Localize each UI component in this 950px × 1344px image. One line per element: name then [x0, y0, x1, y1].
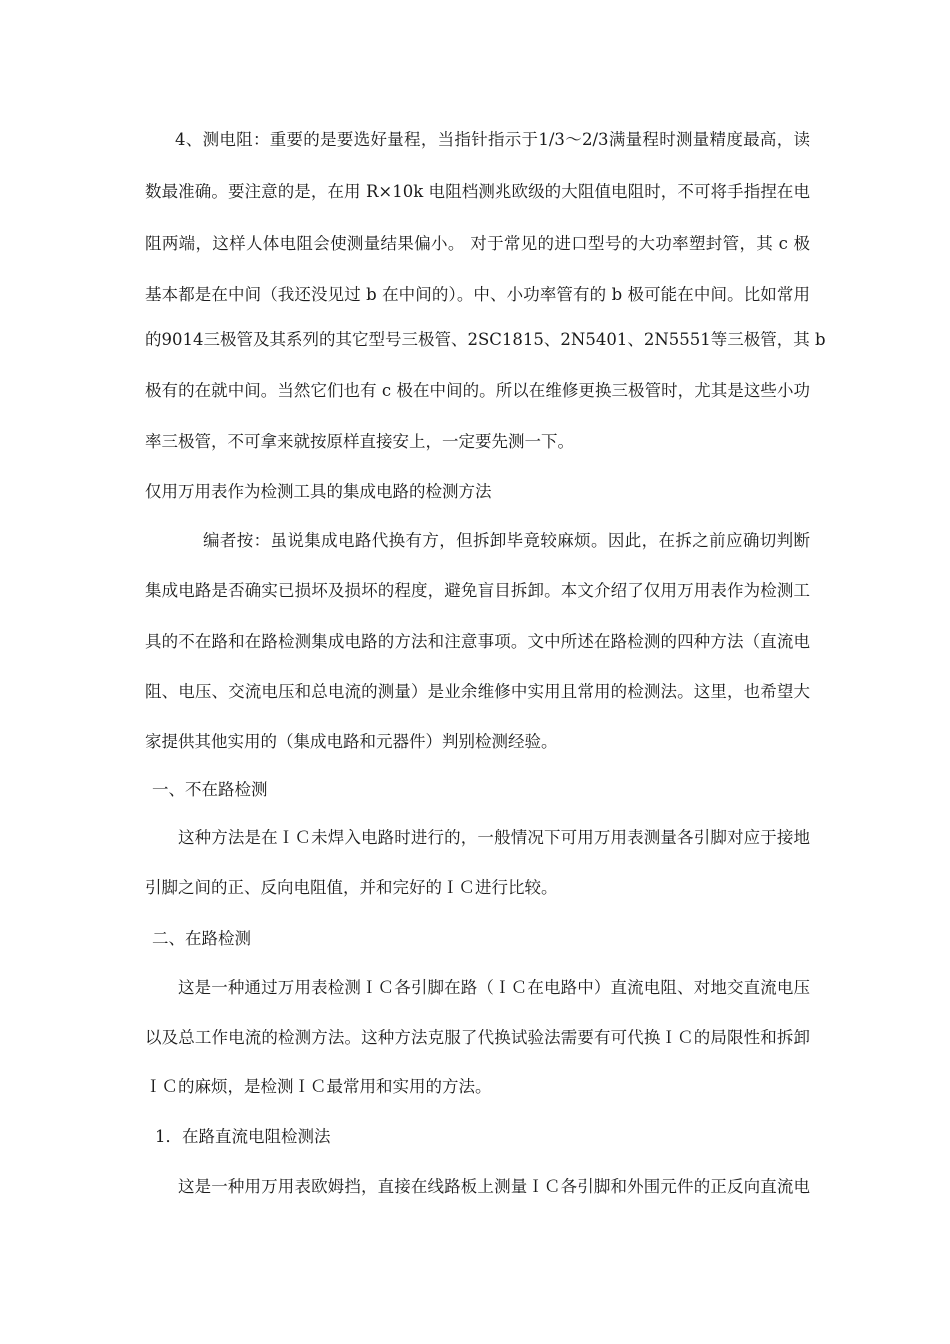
paragraph-line: 率三极管，不可拿来就按原样直接安上，一定要先测一下。	[145, 432, 574, 451]
paragraph-line: 阻两端，这样人体电阻会使测量结果偏小。 对于常见的进口型号的大功率塑封管，其 c 极	[145, 234, 810, 253]
paragraph-line: 的9014三极管及其系列的其它型号三极管、2SC1815、2N5401、2N5551等三极管，其 b	[145, 330, 826, 349]
paragraph-line: 这是一种用万用表欧姆挡，直接在线路板上测量ＩＣ各引脚和外围元件的正反向直流电	[178, 1177, 810, 1196]
paragraph-line: ＩＣ的麻烦，是检测ＩＣ最常用和实用的方法。	[145, 1077, 492, 1096]
paragraph-line: 阻、电压、交流电压和总电流的测量）是业余维修中实用且常用的检测法。这里，也希望大	[145, 682, 810, 701]
paragraph-line: 编者按：虽说集成电路代换有方，但拆卸毕竟较麻烦。因此，在拆之前应确切判断	[203, 531, 810, 550]
paragraph-line: 这种方法是在ＩＣ未焊入电路时进行的，一般情况下可用万用表测量各引脚对应于接地	[178, 828, 810, 847]
section-heading: 仅用万用表作为检测工具的集成电路的检测方法	[145, 482, 492, 501]
paragraph-line: 极有的在就中间。当然它们也有 c 极在中间的。所以在维修更换三极管时，尤其是这些小功	[145, 381, 810, 400]
section-heading: 一、不在路检测	[152, 780, 268, 799]
paragraph-line: 引脚之间的正、反向电阻值，并和完好的ＩＣ进行比较。	[145, 878, 558, 897]
paragraph-line: 以及总工作电流的检测方法。这种方法克服了代换试验法需要有可代换ＩＣ的局限性和拆卸	[145, 1028, 810, 1047]
paragraph-line: 4、测电阻：重要的是要选好量程，当指针指示于1/3～2/3满量程时测量精度最高，读	[175, 130, 810, 149]
paragraph-line: 这是一种通过万用表检测ＩＣ各引脚在路（ＩＣ在电路中）直流电阻、对地交直流电压	[178, 978, 810, 997]
paragraph-line: 数最准确。要注意的是，在用 R×10k 电阻档测兆欧级的大阻值电阻时，不可将手指捏在电	[145, 182, 810, 201]
section-heading: 1．在路直流电阻检测法	[155, 1127, 331, 1146]
paragraph-line: 具的不在路和在路检测集成电路的方法和注意事项。文中所述在路检测的四种方法（直流电	[145, 632, 810, 651]
paragraph-line: 集成电路是否确实已损坏及损坏的程度，避免盲目拆卸。本文介绍了仅用万用表作为检测工	[145, 581, 810, 600]
paragraph-line: 基本都是在中间（我还没见过 b 在中间的）。中、小功率管有的 b 极可能在中间。比如常用	[145, 285, 810, 304]
paragraph-line: 家提供其他实用的（集成电路和元器件）判别检测经验。	[145, 732, 558, 751]
section-heading: 二、在路检测	[152, 929, 251, 948]
